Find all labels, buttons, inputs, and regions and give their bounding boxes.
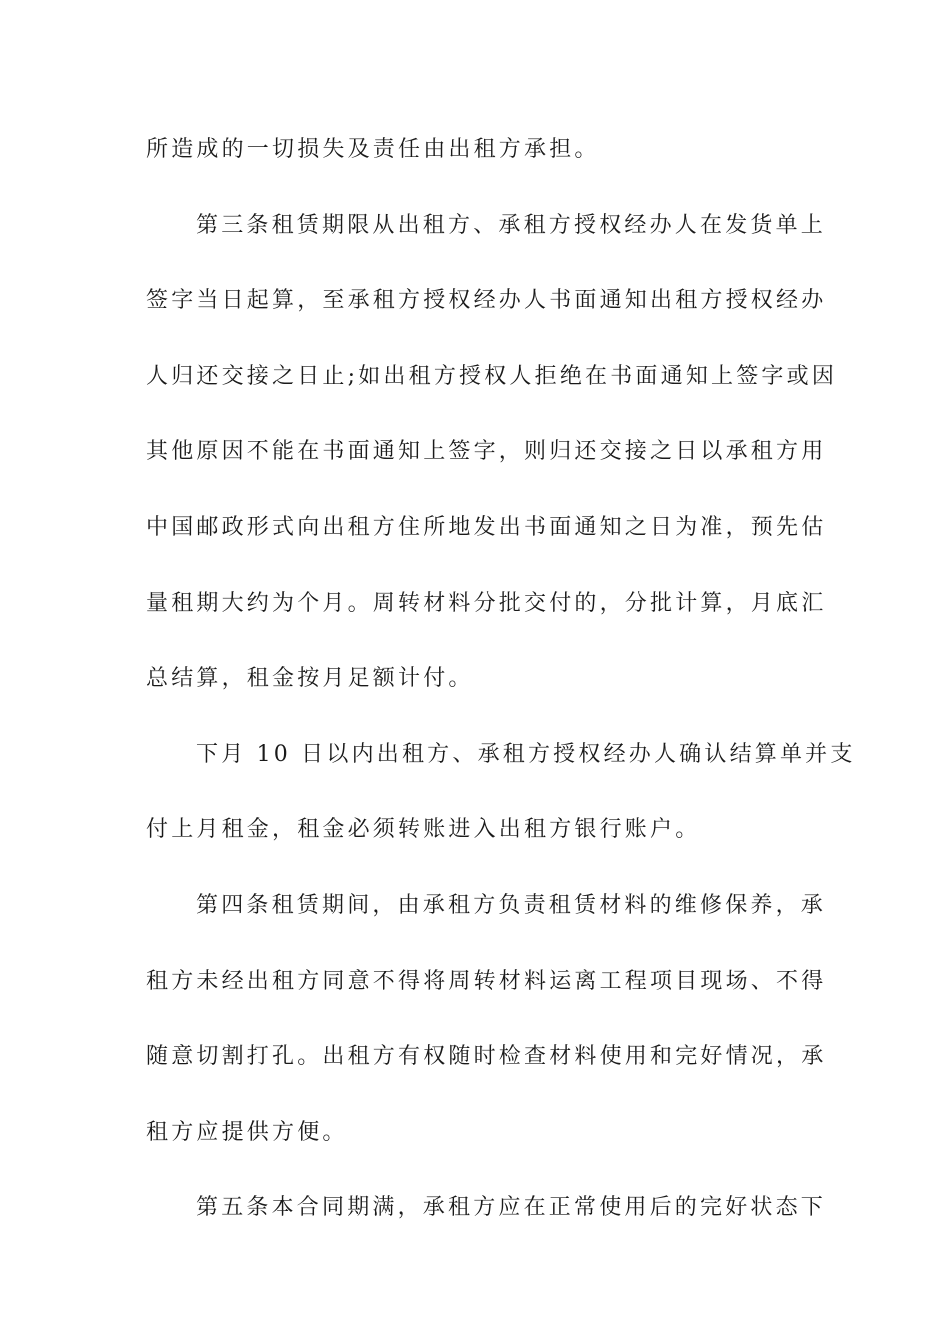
text-line: 签字当日起算，至承租方授权经办人书面通知出租方授权经办 [146, 288, 827, 314]
paragraph-start-article-5: 第五条本合同期满，承租方应在正常使用后的完好状态下 [196, 1195, 827, 1221]
text-line: 所造成的一切损失及责任由出租方承担。 [146, 137, 600, 162]
text-line: 租方应提供方便。 [146, 1119, 348, 1145]
text-line: 租方未经出租方同意不得将周转材料运离工程项目现场、不得 [146, 968, 827, 994]
document-body [146, 130, 856, 1264]
paragraph-start-settlement: 下月 10 日以内出租方、承租方授权经办人确认结算单并支 [196, 741, 856, 767]
text-line: 量租期大约为个月。周转材料分批交付的，分批计算，月底汇 [146, 590, 827, 616]
text-line: 付上月租金，租金必须转账进入出租方银行账户。 [146, 817, 701, 843]
text-line: 总结算，租金按月足额计付。 [146, 666, 474, 692]
text-line: 中国邮政形式向出租方住所地发出书面通知之日为准，预先估 [146, 514, 827, 540]
text-line: 随意切割打孔。出租方有权随时检查材料使用和完好情况，承 [146, 1044, 827, 1070]
paragraph-start-article-3: 第三条租赁期限从出租方、承租方授权经办人在发货单上 [196, 212, 827, 238]
text-line: 其他原因不能在书面通知上签字，则归还交接之日以承租方用 [146, 439, 827, 465]
text-line: 人归还交接之日止;如出租方授权人拒绝在书面通知上签字或因 [146, 363, 838, 389]
paragraph-start-article-4: 第四条租赁期间，由承租方负责租赁材料的维修保养，承 [196, 892, 827, 918]
